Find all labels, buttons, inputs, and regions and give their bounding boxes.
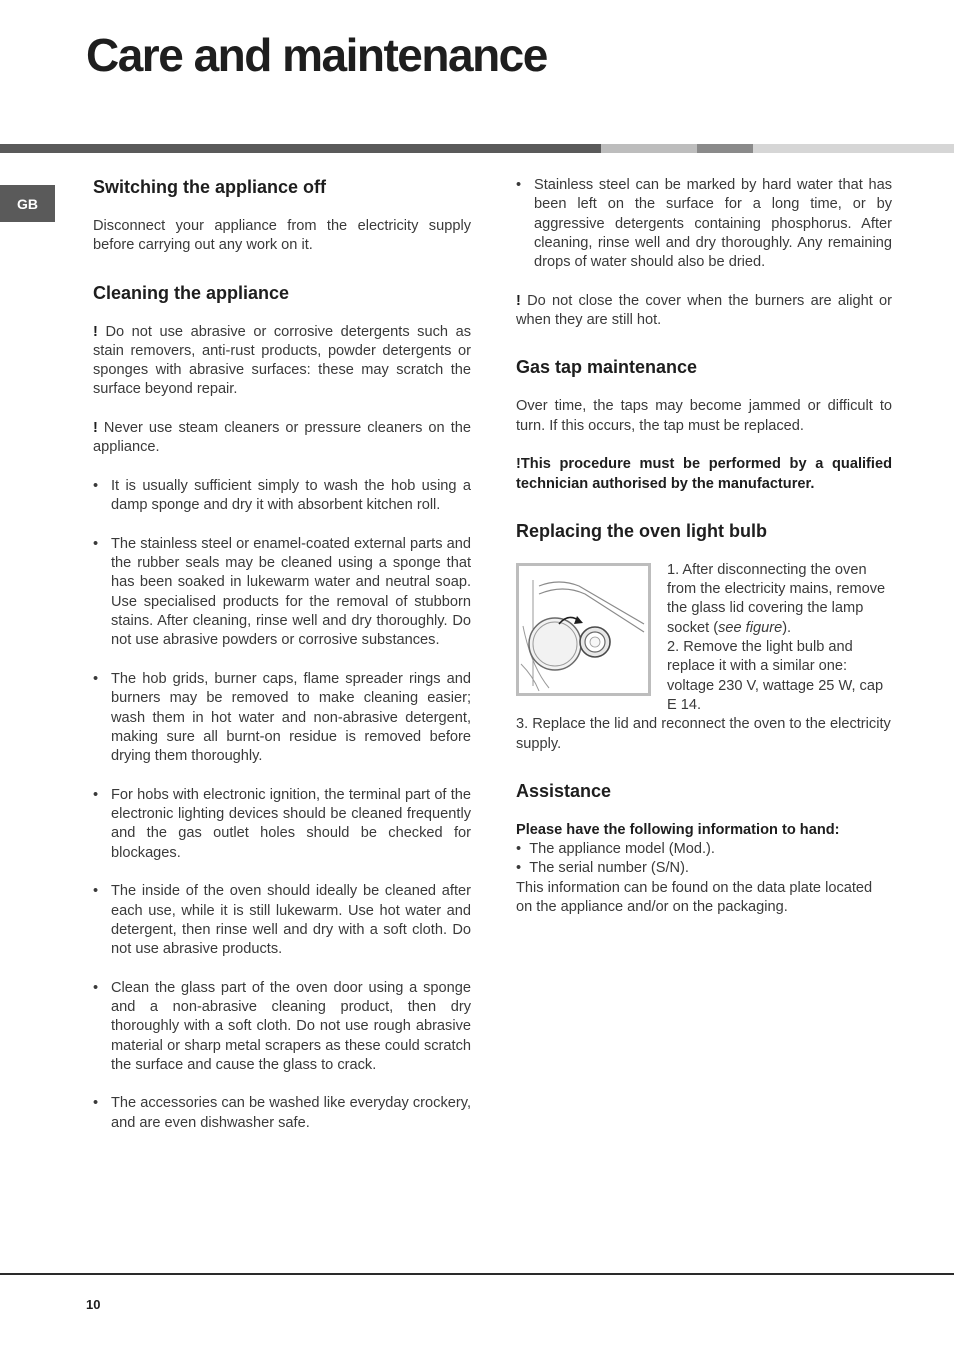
oven-lamp-illustration (519, 566, 648, 693)
list-item: • Stainless steel can be marked by hard water that has been left on the surface for a long time, or by aggressive detergents containing phosphorus. After cleaning, rinse well and dry thoroughly. Any remaining drops of water should also be dried. (516, 177, 892, 271)
oven-lamp-figure (516, 563, 651, 696)
bulb-step-1-text: 1. After disconnecting the oven from the electricity mains, remove the glass lid covering the lamp socket ( (667, 561, 886, 636)
footer-rule (0, 1273, 954, 1275)
see-figure-ref: see figure (718, 619, 783, 636)
warning-steam (93, 419, 471, 458)
left-column (93, 176, 471, 1133)
list-item: • The appliance model (Mod.). (516, 841, 715, 858)
warning-abrasive (93, 323, 471, 400)
language-tab: GB (0, 185, 55, 222)
list-item: • The stainless steel or enamel-coated external parts and the rubber seals may be cleaned using a sponge that has been soaked in lukewarm water and neutral soap. Use specialised products for the removal of stubborn stains. After cleaning, rinse well and dry thoroughly. Do not use abrasive powders or corrosive substances. (93, 535, 471, 649)
section-heading-assistance: Assistance (516, 780, 612, 801)
warning-mark: ! (516, 292, 521, 309)
section-heading-gas-tap: Gas tap maintenance (516, 357, 698, 378)
list-item: • The inside of the oven should ideally be cleaned after each use, while it is still lukewarm. Use hot water and detergent, then rinse well and dry with a soft cloth. Do not use abrasive products. (93, 883, 471, 958)
assistance-text: This information can be found on the data plate located on the appliance and/or on the packaging. (516, 879, 873, 916)
warning-mark: ! (93, 420, 98, 437)
page-number: 10 (86, 1297, 101, 1312)
warning-steam-text: Never use steam cleaners or pressure cleaners on the appliance. (93, 420, 471, 456)
list-item: • The hob grids, burner caps, flame spreader rings and burners may be removed to make cleaning easier; wash them in hot water and non-abrasive detergent, making sure all burnt-on residue is removed before drying them thoroughly. (93, 670, 471, 765)
warning-mark: ! (93, 323, 98, 340)
list-item-text: For hobs with electronic ignition, the terminal part of the electronic lighting devices should be cleaned frequently and the gas outlet holes should be checked for blockages. (111, 786, 471, 861)
list-item-text: The accessories can be washed like everyday crockery, and are even dishwasher safe. (111, 1095, 471, 1131)
list-item-text: The hob grids, burner caps, flame spreader rings and burners may be removed to make cleaning easier; wash them in hot water and non-abrasive detergent, making sure all burnt-on residue is removed before drying them thoroughly. (111, 670, 471, 765)
list-item: • The accessories can be washed like everyday crockery, and are even dishwasher safe. (93, 1095, 471, 1131)
right-column (516, 176, 892, 917)
warning-abrasive-text: Do not use abrasive or corrosive detergents such as stain removers, anti-rust products, powder detergents or sponges with abrasive surfaces: these may scratch the surface beyond repair. (93, 323, 471, 398)
bulb-step-3: 3. Replace the lid and reconnect the oven to the electricity supply. (516, 716, 891, 752)
assistance-intro: Please have the following information to hand: (516, 821, 840, 838)
warning-cover-text: Do not close the cover when the burners are alight or when they are still hot. (516, 292, 892, 329)
header-bar-mid (697, 144, 753, 153)
list-item-text: The appliance model (Mod.). (529, 841, 715, 858)
section-heading-cleaning: Cleaning the appliance (93, 282, 290, 303)
section-heading-oven-bulb: Replacing the oven light bulb (516, 520, 768, 541)
list-item-text: The inside of the oven should ideally be cleaned after each use, while it is still lukewarm. Use hot water and detergent, then rinse well and dry with a soft cloth. Do not use abrasive products. (111, 883, 471, 958)
warning-cover (516, 292, 892, 331)
page-title: Care and maintenance (86, 29, 547, 81)
gas-tap-text: Over time, the taps may become jammed or difficult to turn. If this occurs, the tap must be replaced. (516, 398, 892, 434)
list-item-text: Clean the glass part of the oven door using a sponge and a non-abrasive cleaning product, then dry thoroughly with a soft cloth. Do not use rough abrasive material or sharp metal scrapers as these could scratch the surface and cause the glass to crack. (111, 979, 471, 1073)
bulb-instructions (516, 561, 892, 754)
list-item-text: The stainless steel or enamel-coated external parts and the rubber seals may be cleaned using a sponge that has been soaked in lukewarm water and neutral soap. Use specialised products for the removal of stubborn stains. After cleaning, rinse well and dry thoroughly. Do not use abrasive powders or corrosive substances. (111, 535, 471, 649)
switching-off-text: Disconnect your appliance from the electricity supply before carrying out any work on it. (93, 218, 471, 254)
list-item-text: The serial number (S/N). (529, 860, 689, 877)
header-bar-lightest (753, 144, 954, 153)
list-item: • For hobs with electronic ignition, the terminal part of the electronic lighting devices should be cleaned frequently and the gas outlet holes should be checked for blockages. (93, 786, 471, 861)
bulb-step-1-end: ). (782, 619, 792, 636)
header-bar-light (601, 144, 697, 153)
list-item: • Clean the glass part of the oven door using a sponge and a non-abrasive cleaning product, then dry thoroughly with a soft cloth. Do not use rough abrasive material or sharp metal scrapers as these could scratch the surface and cause the glass to crack. (93, 979, 471, 1073)
header-bar-dark (0, 144, 601, 153)
list-item-text: Stainless steel can be marked by hard water that has been left on the surface for a long time, or by aggressive detergents containing phosphorus. After cleaning, rinse well and dry thoroughly. Any remaining drops of water should also be dried. (534, 177, 892, 271)
section-heading-switching-off: Switching the appliance off (93, 177, 327, 197)
bulb-step-2: 2. Remove the light bulb and replace it with a similar one: voltage 230 V, wattage 25 W, cap E 14. (667, 639, 884, 713)
list-item: • The serial number (S/N). (516, 860, 689, 877)
list-item-text: It is usually sufficient simply to wash the hob using a damp sponge and dry it with absorbent kitchen roll. (111, 477, 471, 514)
list-item: • It is usually sufficient simply to wash the hob using a damp sponge and dry it with absorbent kitchen roll. (93, 477, 471, 514)
gas-tap-warning: !This procedure must be performed by a qualified technician authorised by the manufacturer. (516, 456, 892, 492)
